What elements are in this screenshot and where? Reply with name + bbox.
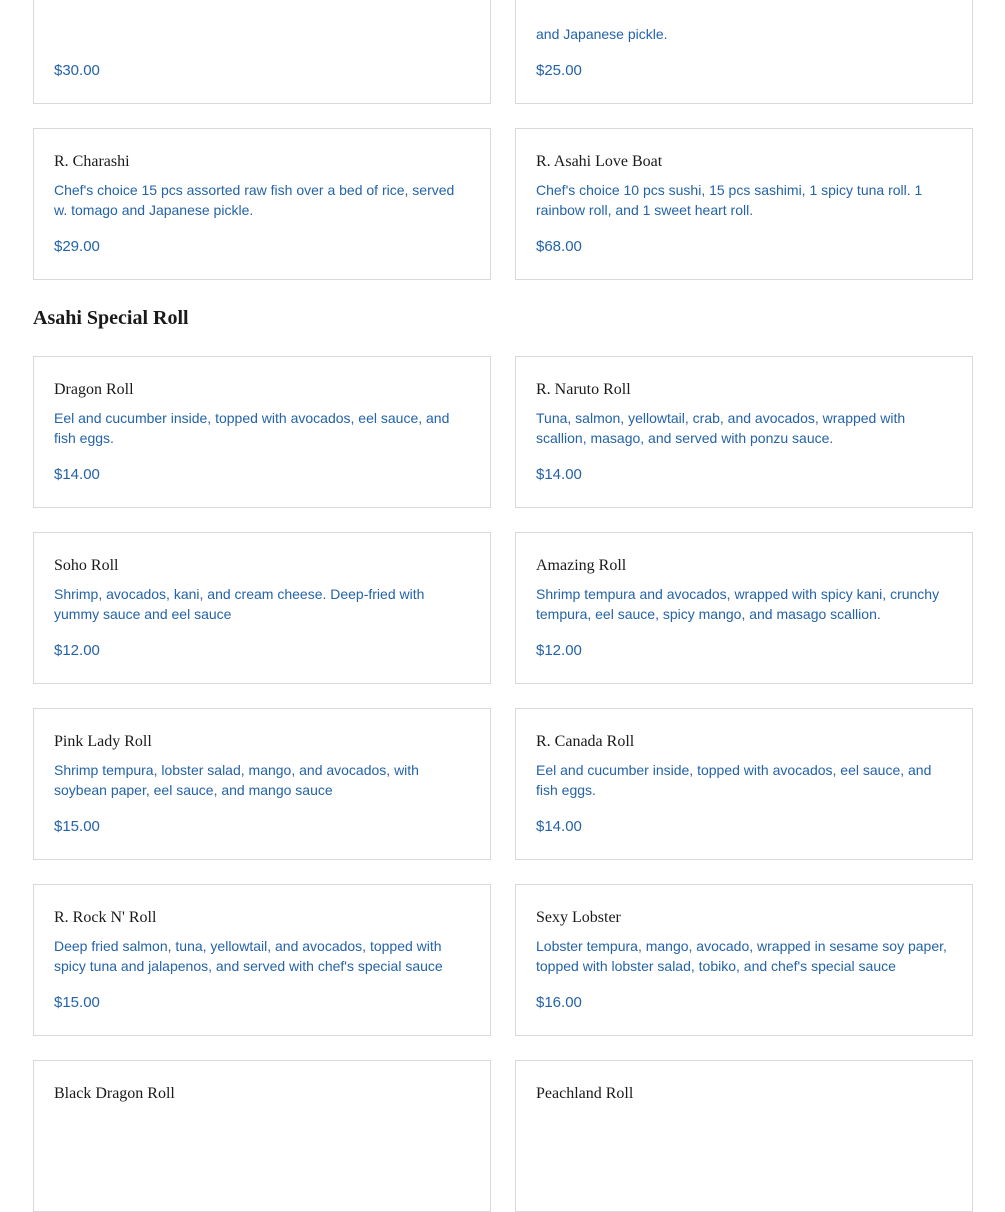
menu-item-name: Sexy Lobster <box>536 909 621 926</box>
menu-item-description: Lobster tempura, mango, avocado, wrapped in sesame soy paper, topped with lobster salad, tobiko, and chef's special sauce <box>536 938 947 974</box>
menu-item-price: $15.00 <box>54 818 100 835</box>
menu-item-card[interactable] <box>33 0 491 104</box>
menu-item-price: $12.00 <box>54 642 100 659</box>
menu-item-description: Eel and cucumber inside, topped with avocados, eel sauce, and fish eggs. <box>536 762 932 798</box>
menu-item-card[interactable] <box>33 884 491 1036</box>
menu-item-description: Eel and cucumber inside, topped with avocados, eel sauce, and fish eggs. <box>54 410 450 446</box>
menu-item-card[interactable] <box>515 708 973 860</box>
menu-item-description: Chef's choice 10 pcs sushi, 15 pcs sashimi, 1 spicy tuna roll. 1 rainbow roll, and 1 sweet heart roll. <box>536 182 923 218</box>
menu-item-card[interactable] <box>515 0 973 104</box>
menu-item-name: R. Canada Roll <box>536 733 635 750</box>
menu-item-price: $29.00 <box>54 238 100 255</box>
menu-item-name: R. Asahi Love Boat <box>536 153 663 170</box>
menu-item-description: Shrimp, avocados, kani, and cream cheese. Deep-fried with yummy sauce and eel sauce <box>54 586 425 622</box>
menu-item-price: $15.00 <box>54 994 100 1011</box>
menu-item-name: R. Charashi <box>54 153 130 170</box>
menu-grid-special-roll <box>33 356 973 1212</box>
menu-item-card[interactable] <box>33 532 491 684</box>
menu-item-description: Shrimp tempura and avocados, wrapped with spicy kani, crunchy tempura, eel sauce, spicy mango, and masago scallion. <box>536 586 940 622</box>
menu-item-name: Dragon Roll <box>54 381 134 398</box>
menu-item-price: $12.00 <box>536 642 582 659</box>
menu-item-price: $14.00 <box>54 466 100 483</box>
menu-item-description: Tuna, salmon, yellowtail, crab, and avocados, wrapped with scallion, masago, and served with ponzu sauce. <box>536 410 906 446</box>
menu-item-description: Deep fried salmon, tuna, yellowtail, and avocados, topped with spicy tuna and jalapenos, and served with chef's special sauce <box>54 938 443 974</box>
menu-item-card[interactable] <box>33 1060 491 1212</box>
menu-item-price: $68.00 <box>536 238 582 255</box>
menu-item-price: $25.00 <box>536 62 582 79</box>
menu-item-description <box>54 1113 470 1152</box>
menu-item-description <box>54 5 470 44</box>
menu-item-price: $14.00 <box>536 818 582 835</box>
menu-item-card[interactable] <box>33 708 491 860</box>
menu-item-price: $30.00 <box>54 62 100 79</box>
menu-item-description: Chef's choice 15 pcs assorted raw fish over a bed of rice, served w. tomago and Japanese pickle. <box>54 182 455 218</box>
menu-grid-top <box>33 0 973 280</box>
menu-item-name: R. Rock N' Roll <box>54 909 157 926</box>
menu-item-price: $14.00 <box>536 466 582 483</box>
menu-item-card[interactable] <box>515 1060 973 1212</box>
menu-item-price: $16.00 <box>536 994 582 1011</box>
menu-item-name: Amazing Roll <box>536 557 627 574</box>
menu-item-description <box>536 1113 952 1152</box>
menu-item-name: Peachland Roll <box>536 1085 634 1102</box>
menu-item-name: Soho Roll <box>54 557 119 574</box>
menu-item-name: R. Naruto Roll <box>536 381 631 398</box>
section-title: Asahi Special Roll <box>33 307 189 329</box>
menu-item-card[interactable] <box>515 532 973 684</box>
menu-item-card[interactable] <box>515 884 973 1036</box>
menu-item-card[interactable] <box>515 356 973 508</box>
menu-list <box>33 0 973 1212</box>
menu-item-description: Shrimp tempura, lobster salad, mango, and avocados, with soybean paper, eel sauce, and mango sauce <box>54 762 419 798</box>
menu-item-name: Black Dragon Roll <box>54 1085 175 1102</box>
menu-item-card[interactable] <box>515 128 973 280</box>
menu-item-description: and Japanese pickle. <box>536 25 668 42</box>
menu-item-card[interactable] <box>33 356 491 508</box>
menu-item-name: Pink Lady Roll <box>54 733 152 750</box>
menu-item-card[interactable] <box>33 128 491 280</box>
